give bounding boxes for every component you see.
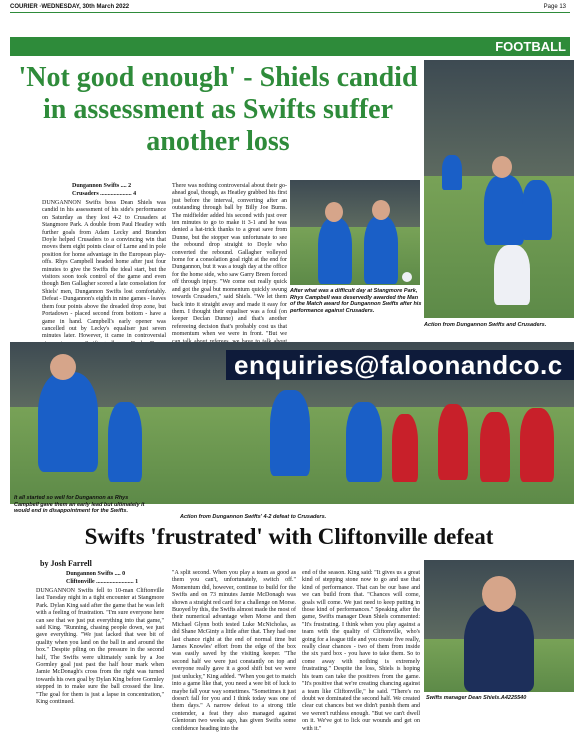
story1-col1: DUNGANNON Swifts boss Dean Shiels was candid in his assessment of his side's performance on Saturday as they lost 4-2 to Crusaders at Stangmore Park. A double from Paul Heatley with further goals from Adam Lecky and Brandon Doyle helped Crusaders to a convincing win that moves them eight points clear of Larne and in pole position for home advantage in the European play-offs. Rhys Campbell headed home after just four minutes to give the Swifts the ideal start, but the visitors soon took control of the game and even though Ben Gallagher scored a late consolation for Shiels' men, Dungannon Swifts lost comfortably. Defeat - Dungannon's eighth in nine games - leaves them four points above the dreaded drop zone, but Portadown - placed second from bottom - have a game in hand. Campbell's early opener was cancelled out by Lecky's equaliser just seven minutes later. However, it came in controversial <box>42 200 166 340</box>
caption-manager: Swifts manager Dean Shiels.A4225540 <box>426 695 527 701</box>
caption-action-bottom: Action from Dungannon Swifts' 4-2 defeat to Crusaders. <box>180 514 327 520</box>
story1-score-home: Dungannon Swifts .... 2 <box>72 183 132 189</box>
photo-man-of-match <box>290 180 420 285</box>
story2-col3: end of the season. King said: "It gives us a great kind of stepping stone now to go and use that kind of performance. That can be our base and we can build from that. "Chances will come, goals will come. We just need to keep putting in those kind of performances." Speaking after the game, Swifts manager Dean Shiels commented: "It's frustrating. I think when you play against a team with the quality of Cliftonville, who's going for a league title and you create five really, really clear chances - two of them from inside the six yard box - you have to take them. So to come away with nothing is extremely frustrating." Despite the loss, Shiels is hoping his team can take the positives from the game. "It's positive that we're creating chancing against a team like Cliftonville," he said. "There's no doubt we dominated the second half. We created clear cut chances but we didn't punish them and we weren't ruthless enough. "But we can't dwell on it. We've got to lick our wounds and get on with it." <box>302 570 420 732</box>
newspaper-date-header: COURIER ·WEDNESDAY, 30th March 2022 <box>10 4 130 10</box>
header-rule <box>10 12 570 13</box>
story1-headline: 'Not good enough' - Shiels candid in assessment as Swifts suffer another loss <box>18 62 418 157</box>
caption-man-of-match: After what was a difficult day at Stangmore Park, Rhys Campbell was deservedly awarded the Man of the Match award for Dungannon Swifts after his performance against Crusaders. <box>290 288 422 314</box>
story1-col2: There was nothing controversial about their go-ahead goal, though, as Heatley grabbed his first just before the interval, converting after an outstanding through ball by Billy Joe Burns. The midfielder added his second with just over ten minutes to go to make it 3-1 and he was denied a hat-trick thanks to a great save from Dunne, but the stopper was unfortunate to see the rebound drop straight to Doyle who converted the rebound. Gallagher volleyed home for a consolation goal right at the end for Dungannon, but it was a tough day at the office for the home side, who saw Garry Breen forced off through injury. "We come out really quick and got the goal but momentum quickly swung towards Crusaders," said Shiels. "We let them back into it straight away and made it easy for them. I thought their equaliser was a foul (on keeper Declan Dunne) and that's another refereeing decision that's probably cost us that momentum when we were in front. "But we <box>172 183 287 338</box>
caption-action-left: It all started so well for Dungannon as Rhys Campbell gave them an early lead but ultimately it would end in disappointment for the Swifts. <box>14 495 145 514</box>
story2-col2: "A split second. When you play a team as good as them you can't, unfortunately, switch off." Momentum did, however, continue to build for the Swifts and on 73 minutes Jamie McDonagh was shown a straight red card for a challenge on Morse. Buoyed by this, the Swifts almost made the most of their numerical advantage when Morse and then Michael Glynn both tested Luke McNicholas, as did Shane McGinty a little after that. They had one last chance right at the end of normal time but James Knowles' effort from the edge of the box was easily saved by the visiting keeper. "The second half we were just constantly on top and everyone really gave it a good shift but we were just unlucky," King added. "When you get to match into a game like that, you need a wee bit of luck to maybe fall your way sometimes. "Sometimes it just doesn't fall for you and I think today was one of them days." A narrow defeat to a strong title contender, a feat they also managed against Glentoran two weeks ago, has given Swifts some confidence heading into the <box>172 570 296 732</box>
story1-score-away: Crusaders ..................... 4 <box>72 191 137 197</box>
story2-col1: DUNGANNON Swifts fell to 10-man Cliftonville last Tuesday night in a tight encounter at Stangmore Park. Dylan King said after the game that he was left with a feeling of frustration. "I'm sure everyone here can see that we just put everything into that game," said King. "Running, chasing people down, we just gave everything. "We just lacked that wee bit of quality when you land on the ball in and around the box." Despite piling on the pressure in the second half, The Swifts were ultimately sunk by a Joe Gormley goal just past the half hour mark when Jamie McDonagh's cross from the right was turned towards his own goal by Dylan King before Gormley stepped in to make sure the ball crossed the line. "The goal for them is just a lapse in concentration," King continued. <box>36 588 164 706</box>
photo-action-wide <box>10 342 574 504</box>
story2-headline: Swifts 'frustrated' with Cliftonville defeat <box>84 524 494 549</box>
photo-top-right <box>424 60 574 318</box>
section-label: FOOTBALL <box>495 39 566 54</box>
caption-top-right-photo: Action from Dungannon Swifts and Crusaders. <box>424 322 547 328</box>
sponsor-banner <box>226 350 574 380</box>
story2-score-home: Dungannon Swifts .... 0 <box>66 571 126 577</box>
story2-byline: by Josh Farrell <box>40 559 92 568</box>
photo-manager <box>424 560 574 692</box>
section-bar <box>10 37 570 56</box>
page-number: Page 13 <box>543 4 566 10</box>
story2-score-away: Cliftonville ......................... 1 <box>66 579 139 585</box>
sponsor-banner-text: enquiries@faloonandco.c <box>234 350 563 380</box>
